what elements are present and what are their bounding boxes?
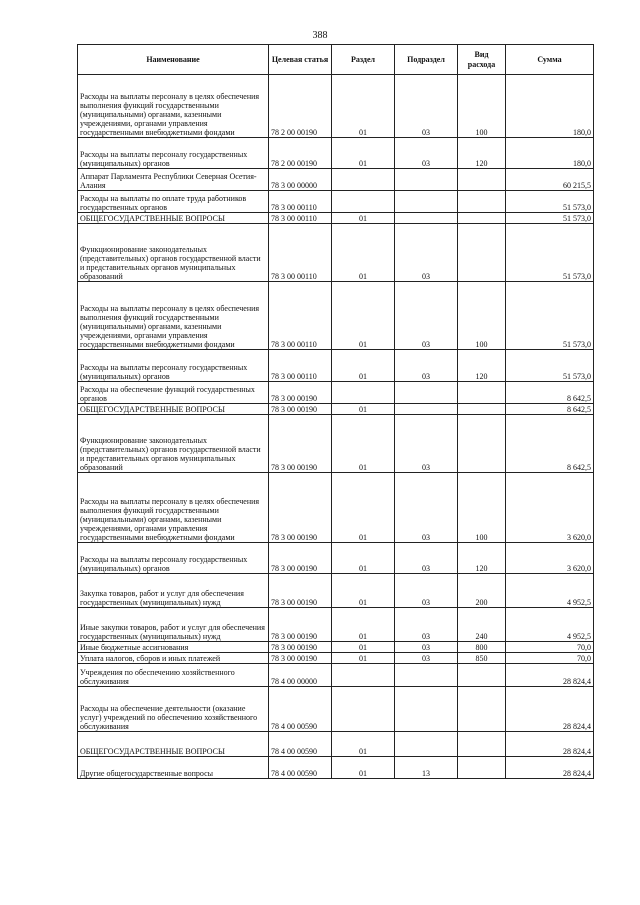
table-row	[78, 75, 594, 138]
table-row	[78, 404, 594, 415]
table-row	[78, 687, 594, 732]
row-sum: 51 573,0	[506, 282, 594, 350]
table-row	[78, 574, 594, 608]
row-target-article: 78 4 00 00000	[269, 664, 332, 687]
row-subsection: 03	[395, 75, 458, 138]
row-expense-kind	[458, 382, 506, 404]
row-target-article: 78 3 00 00190	[269, 574, 332, 608]
row-name: Функционирование законодательных (представительных) органов государственной власти и представительных органов муниципальных образований	[78, 224, 269, 282]
row-section: 01	[332, 642, 395, 653]
row-section: 01	[332, 138, 395, 169]
row-section	[332, 664, 395, 687]
row-section: 01	[332, 75, 395, 138]
row-expense-kind	[458, 213, 506, 224]
row-target-article: 78 2 00 00190	[269, 75, 332, 138]
row-target-article: 78 2 00 00190	[269, 138, 332, 169]
row-sum: 51 573,0	[506, 350, 594, 382]
row-subsection: 13	[395, 757, 458, 779]
row-target-article: 78 3 00 00190	[269, 382, 332, 404]
row-target-article: 78 3 00 00000	[269, 169, 332, 191]
row-subsection	[395, 213, 458, 224]
row-name: Расходы на выплаты персоналу государственных (муниципальных) органов	[78, 543, 269, 574]
row-name: ОБЩЕГОСУДАРСТВЕННЫЕ ВОПРОСЫ	[78, 732, 269, 757]
row-subsection	[395, 382, 458, 404]
row-target-article: 78 3 00 00110	[269, 191, 332, 213]
table-row	[78, 382, 594, 404]
row-subsection: 03	[395, 415, 458, 473]
row-section: 01	[332, 350, 395, 382]
row-target-article: 78 3 00 00190	[269, 653, 332, 664]
row-expense-kind	[458, 757, 506, 779]
row-target-article: 78 3 00 00190	[269, 404, 332, 415]
row-sum: 8 642,5	[506, 404, 594, 415]
row-expense-kind	[458, 169, 506, 191]
row-section: 01	[332, 574, 395, 608]
row-expense-kind	[458, 687, 506, 732]
row-name: ОБЩЕГОСУДАРСТВЕННЫЕ ВОПРОСЫ	[78, 213, 269, 224]
row-name: Учреждения по обеспечению хозяйственного обслуживания	[78, 664, 269, 687]
row-subsection: 03	[395, 642, 458, 653]
row-expense-kind: 120	[458, 350, 506, 382]
row-expense-kind	[458, 191, 506, 213]
table-row	[78, 213, 594, 224]
row-expense-kind	[458, 664, 506, 687]
row-section: 01	[332, 404, 395, 415]
row-sum: 51 573,0	[506, 213, 594, 224]
row-sum: 70,0	[506, 642, 594, 653]
row-sum: 4 952,5	[506, 608, 594, 642]
row-target-article: 78 3 00 00110	[269, 282, 332, 350]
table-row	[78, 224, 594, 282]
header-name: Наименование	[78, 45, 269, 75]
row-section: 01	[332, 608, 395, 642]
row-sum: 60 215,5	[506, 169, 594, 191]
row-sum: 28 824,4	[506, 732, 594, 757]
row-expense-kind: 120	[458, 543, 506, 574]
row-expense-kind: 200	[458, 574, 506, 608]
row-subsection	[395, 191, 458, 213]
row-target-article: 78 3 00 00190	[269, 415, 332, 473]
row-name: Расходы на обеспечение деятельности (оказание услуг) учреждений по обеспечению хозяйственного обслуживания	[78, 687, 269, 732]
row-subsection	[395, 732, 458, 757]
row-subsection: 03	[395, 224, 458, 282]
row-expense-kind: 100	[458, 473, 506, 543]
table-row	[78, 350, 594, 382]
header-expense-kind: Вид расхода	[458, 45, 506, 75]
row-name: Расходы на выплаты персоналу в целях обеспечения выполнения функций государственными (муниципальными) органами, казенными учреждениями, органами управления государственными внебюджетными фондами	[78, 473, 269, 543]
page-number: 388	[312, 30, 328, 41]
row-name: Расходы на обеспечение функций государственных органов	[78, 382, 269, 404]
row-sum: 28 824,4	[506, 687, 594, 732]
row-subsection	[395, 404, 458, 415]
row-subsection: 03	[395, 574, 458, 608]
table-row	[78, 191, 594, 213]
row-target-article: 78 4 00 00590	[269, 757, 332, 779]
row-expense-kind: 800	[458, 642, 506, 653]
row-section	[332, 191, 395, 213]
row-subsection: 03	[395, 543, 458, 574]
row-name: Расходы на выплаты персоналу государственных (муниципальных) органов	[78, 350, 269, 382]
row-section: 01	[332, 213, 395, 224]
row-section	[332, 382, 395, 404]
row-name: Закупка товаров, работ и услуг для обеспечения государственных (муниципальных) нужд	[78, 574, 269, 608]
table-row	[78, 138, 594, 169]
table-row	[78, 473, 594, 543]
row-name: Расходы на выплаты по оплате труда работников государственных органов	[78, 191, 269, 213]
table-row	[78, 757, 594, 779]
row-subsection: 03	[395, 608, 458, 642]
row-section: 01	[332, 732, 395, 757]
table-header	[78, 45, 594, 75]
row-expense-kind: 100	[458, 282, 506, 350]
row-expense-kind	[458, 732, 506, 757]
row-expense-kind	[458, 224, 506, 282]
row-name: Иные бюджетные ассигнования	[78, 642, 269, 653]
table-row	[78, 642, 594, 653]
row-name: Другие общегосударственные вопросы	[78, 757, 269, 779]
row-section: 01	[332, 543, 395, 574]
row-subsection	[395, 664, 458, 687]
row-subsection: 03	[395, 138, 458, 169]
row-target-article: 78 4 00 00590	[269, 687, 332, 732]
row-name: Иные закупки товаров, работ и услуг для обеспечения государственных (муниципальных) нужд	[78, 608, 269, 642]
table-row	[78, 169, 594, 191]
row-expense-kind	[458, 415, 506, 473]
row-section: 01	[332, 415, 395, 473]
table-row	[78, 282, 594, 350]
row-target-article: 78 3 00 00190	[269, 642, 332, 653]
row-name: Расходы на выплаты персоналу в целях обеспечения выполнения функций государственными (муниципальными) органами, казенными учреждениями, органами управления государственными внебюджетными фондами	[78, 75, 269, 138]
row-name: ОБЩЕГОСУДАРСТВЕННЫЕ ВОПРОСЫ	[78, 404, 269, 415]
row-sum: 180,0	[506, 138, 594, 169]
row-target-article: 78 3 00 00190	[269, 608, 332, 642]
row-sum: 4 952,5	[506, 574, 594, 608]
row-section	[332, 169, 395, 191]
row-expense-kind: 850	[458, 653, 506, 664]
row-target-article: 78 3 00 00110	[269, 213, 332, 224]
table-row	[78, 543, 594, 574]
row-sum: 8 642,5	[506, 415, 594, 473]
row-target-article: 78 3 00 00110	[269, 224, 332, 282]
row-section: 01	[332, 224, 395, 282]
row-sum: 3 620,0	[506, 473, 594, 543]
table-row	[78, 732, 594, 757]
row-section	[332, 687, 395, 732]
row-expense-kind: 120	[458, 138, 506, 169]
row-sum: 28 824,4	[506, 664, 594, 687]
row-sum: 8 642,5	[506, 382, 594, 404]
row-expense-kind	[458, 404, 506, 415]
header-row	[78, 45, 594, 75]
row-sum: 28 824,4	[506, 757, 594, 779]
row-subsection: 03	[395, 282, 458, 350]
row-section: 01	[332, 653, 395, 664]
row-sum: 3 620,0	[506, 543, 594, 574]
row-name: Аппарат Парламента Республики Северная Осетия-Алания	[78, 169, 269, 191]
row-sum: 70,0	[506, 653, 594, 664]
row-target-article: 78 3 00 00190	[269, 473, 332, 543]
header-subsection: Подраздел	[395, 45, 458, 75]
row-section: 01	[332, 282, 395, 350]
row-target-article: 78 4 00 00590	[269, 732, 332, 757]
row-sum: 51 573,0	[506, 224, 594, 282]
row-target-article: 78 3 00 00110	[269, 350, 332, 382]
row-sum: 51 573,0	[506, 191, 594, 213]
table-row	[78, 653, 594, 664]
row-section: 01	[332, 473, 395, 543]
table-row	[78, 664, 594, 687]
row-subsection: 03	[395, 653, 458, 664]
budget-table	[77, 44, 594, 779]
row-target-article: 78 3 00 00190	[269, 543, 332, 574]
row-name: Расходы на выплаты персоналу государственных (муниципальных) органов	[78, 138, 269, 169]
table-body	[78, 75, 594, 779]
row-name: Уплата налогов, сборов и иных платежей	[78, 653, 269, 664]
row-sum: 180,0	[506, 75, 594, 138]
row-section: 01	[332, 757, 395, 779]
row-expense-kind: 100	[458, 75, 506, 138]
row-subsection: 03	[395, 350, 458, 382]
table-row	[78, 415, 594, 473]
header-target-article: Целевая статья	[269, 45, 332, 75]
table-row	[78, 608, 594, 642]
row-name: Функционирование законодательных (представительных) органов государственной власти и представительных органов муниципальных образований	[78, 415, 269, 473]
header-sum: Сумма	[506, 45, 594, 75]
row-subsection	[395, 687, 458, 732]
row-subsection	[395, 169, 458, 191]
row-expense-kind: 240	[458, 608, 506, 642]
row-name: Расходы на выплаты персоналу в целях обеспечения выполнения функций государственными (муниципальными) органами, казенными учреждениями, органами управления государственными внебюджетными фондами	[78, 282, 269, 350]
row-subsection: 03	[395, 473, 458, 543]
header-section: Раздел	[332, 45, 395, 75]
